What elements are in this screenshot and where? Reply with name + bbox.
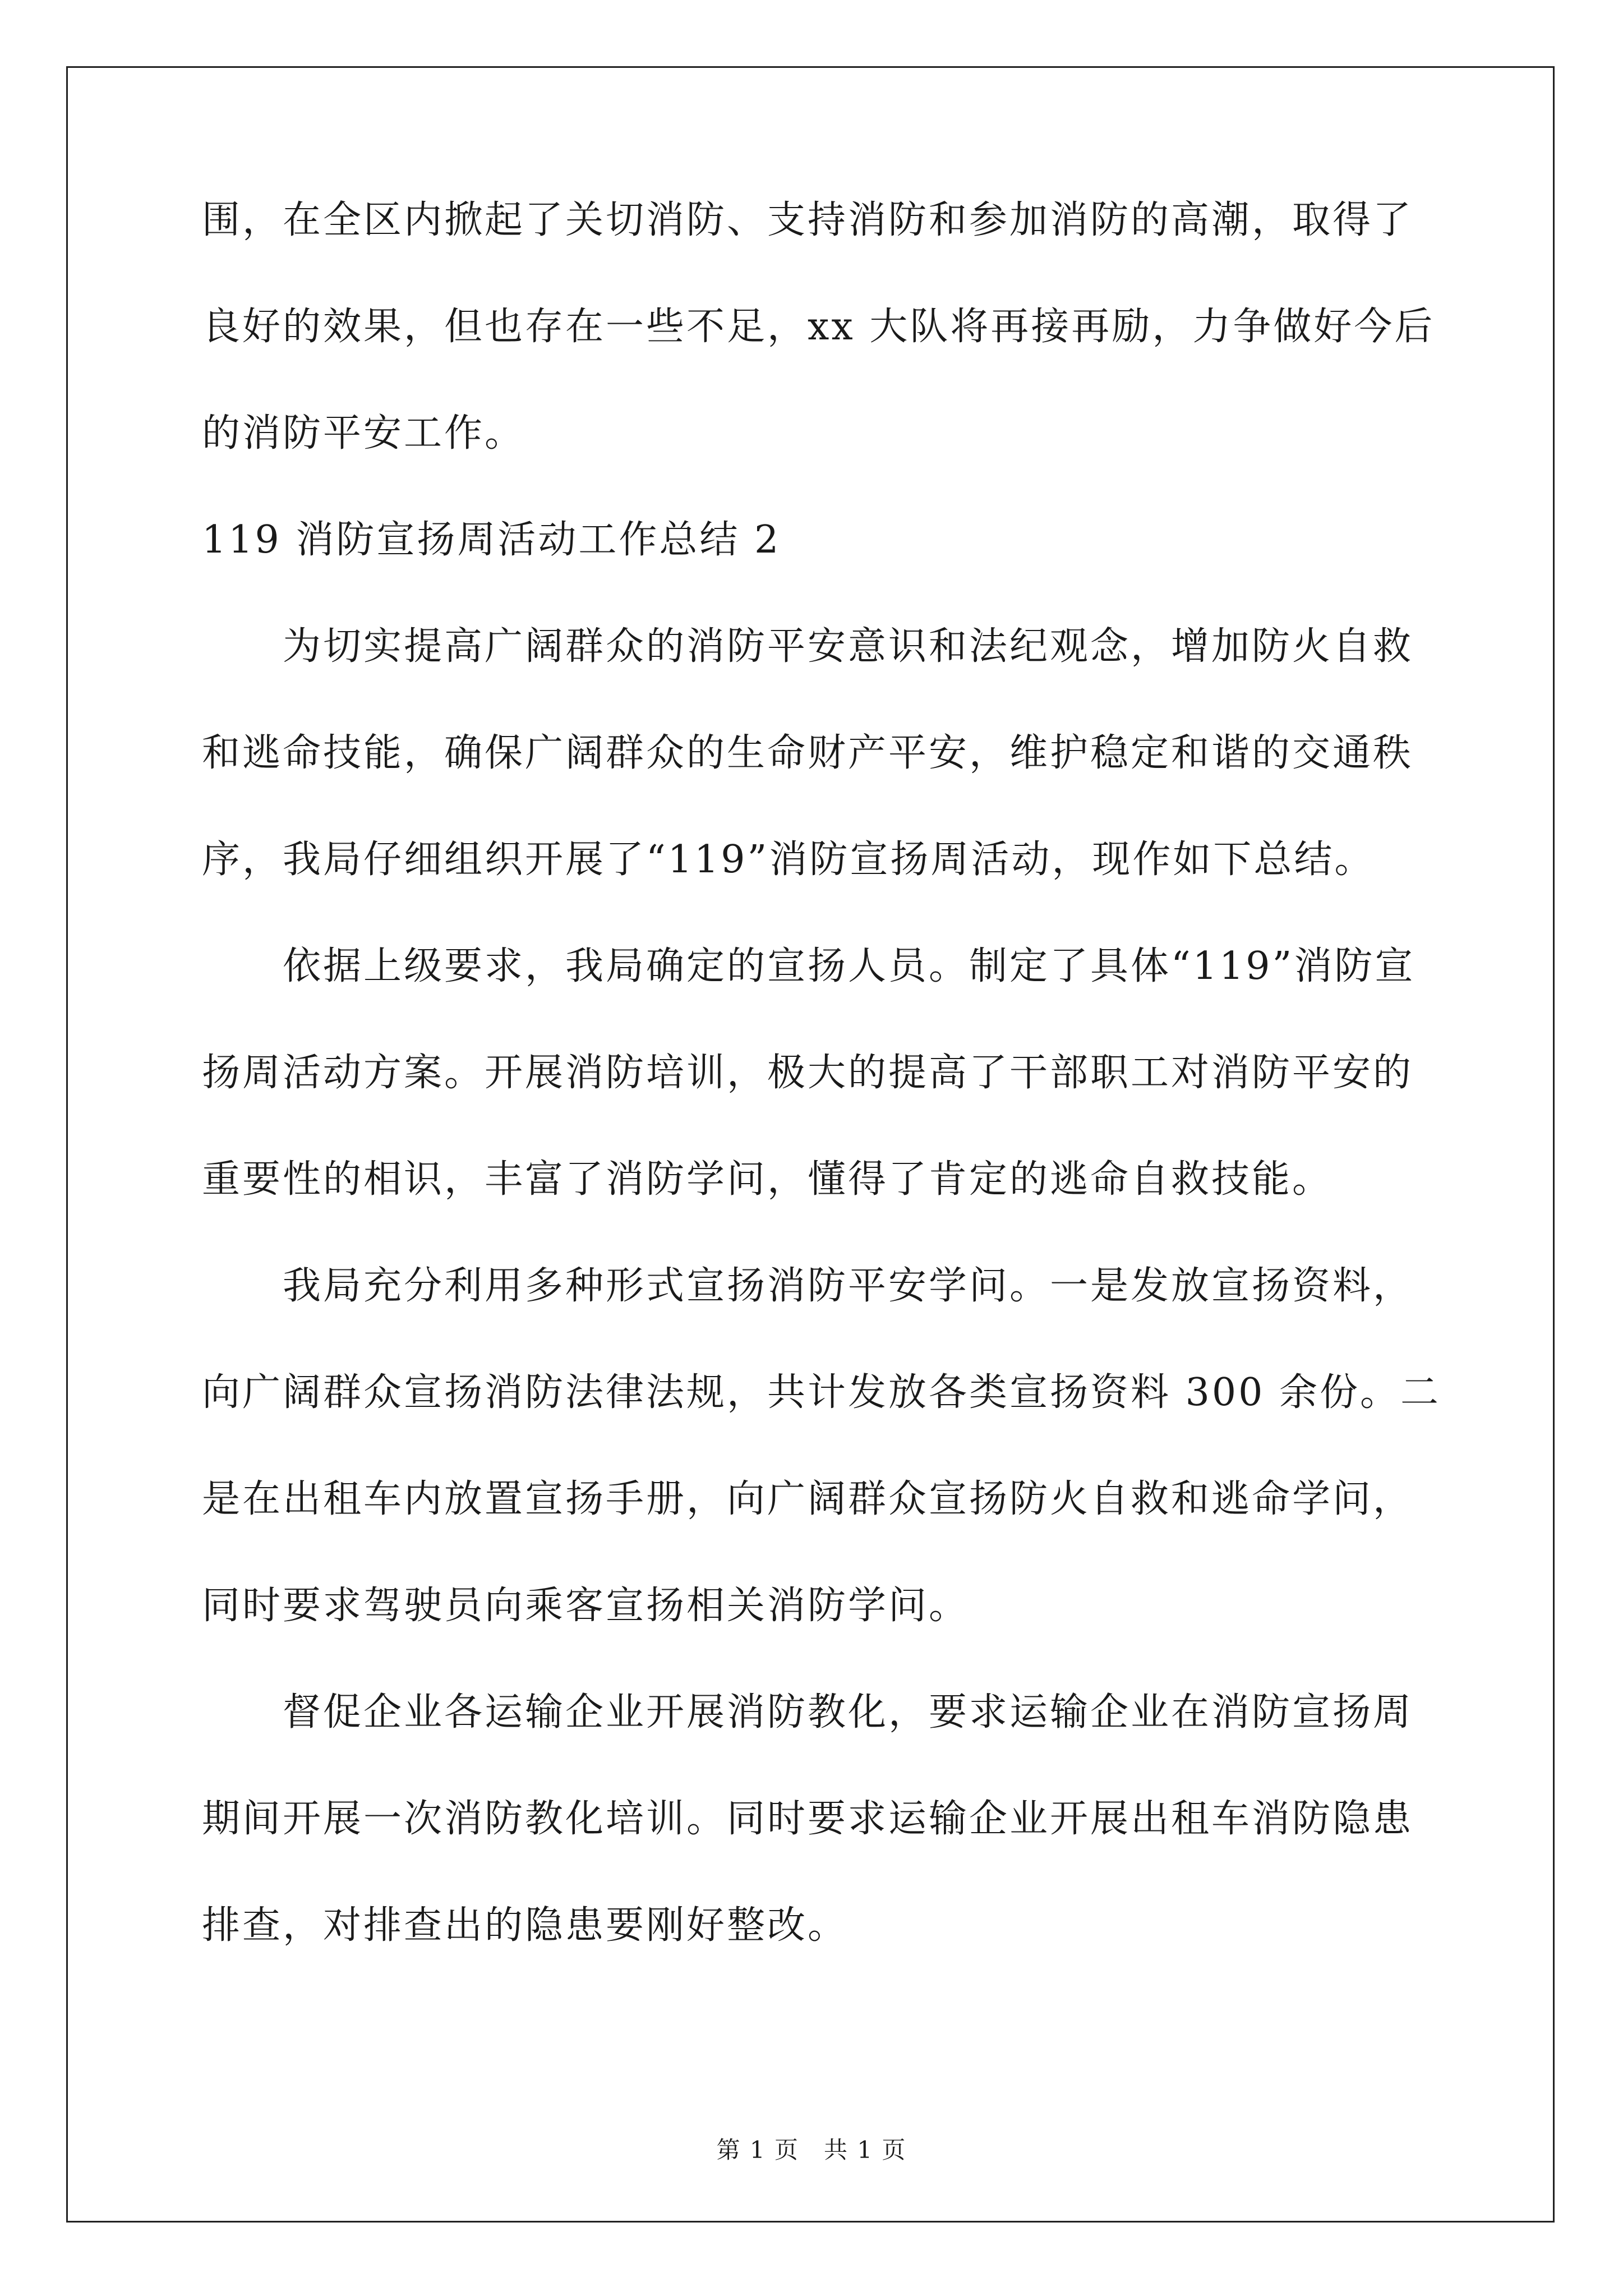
text-line: 扬周活动方案。开展消防培训，极大的提高了干部职工对消防平安的 (202, 1051, 1414, 1095)
text-line: 向广阔群众宣扬消防法律法规，共计发放各类宣扬资料 300 余份。二 (202, 1370, 1441, 1415)
text-line: 和逃命技能，确保广阔群众的生命财产平安，维护稳定和谐的交通秩 (202, 731, 1414, 775)
section-heading (202, 513, 1430, 567)
text-line: 同时要求驾驶员向乘客宣扬相关消防学问。 (202, 1584, 970, 1628)
paragraph (202, 940, 1430, 1207)
paragraph (202, 1259, 1441, 1633)
paragraph (202, 1686, 1430, 1953)
heading-text: 119 消防宣扬周活动工作总结 2 (202, 518, 781, 562)
text-line: 序，我局仔细组织开展了“119”消防宣扬周活动，现作如下总结。 (202, 838, 1375, 882)
text-line: 的消防平安工作。 (202, 411, 525, 455)
text-line: 我局充分利用多种形式宣扬消防平安学问。一是发放宣扬资料， (283, 1264, 1414, 1308)
text-line: 良好的效果，但也存在一些不足，xx 大队将再接再励，力争做好今后 (202, 305, 1435, 349)
text-line: 依据上级要求，我局确定的宣扬人员。制定了具体“119”消防宣 (283, 944, 1415, 988)
text-line: 督促企业各运输企业开展消防教化，要求运输企业在消防宣扬周 (283, 1690, 1414, 1734)
paragraph (202, 620, 1430, 887)
document-body (202, 194, 1441, 1953)
text-line: 为切实提高广阔群众的消防平安意识和法纪观念，增加防火自救 (283, 624, 1414, 669)
text-line: 期间开展一次消防教化培训。同时要求运输企业开展出租车消防隐患 (202, 1797, 1414, 1841)
paragraph (202, 194, 1435, 461)
text-line: 围，在全区内掀起了关切消防、支持消防和参加消防的高潮，取得了 (202, 198, 1414, 242)
page-footer: 第 1 页 共 1 页 (716, 2136, 907, 2164)
text-line: 重要性的相识，丰富了消防学问，懂得了肯定的逃命自救技能。 (202, 1157, 1333, 1202)
text-line: 是在出租车内放置宣扬手册，向广阔群众宣扬防火自救和逃命学问， (202, 1477, 1414, 1521)
text-line: 排查，对排查出的隐患要刚好整改。 (202, 1903, 849, 1948)
